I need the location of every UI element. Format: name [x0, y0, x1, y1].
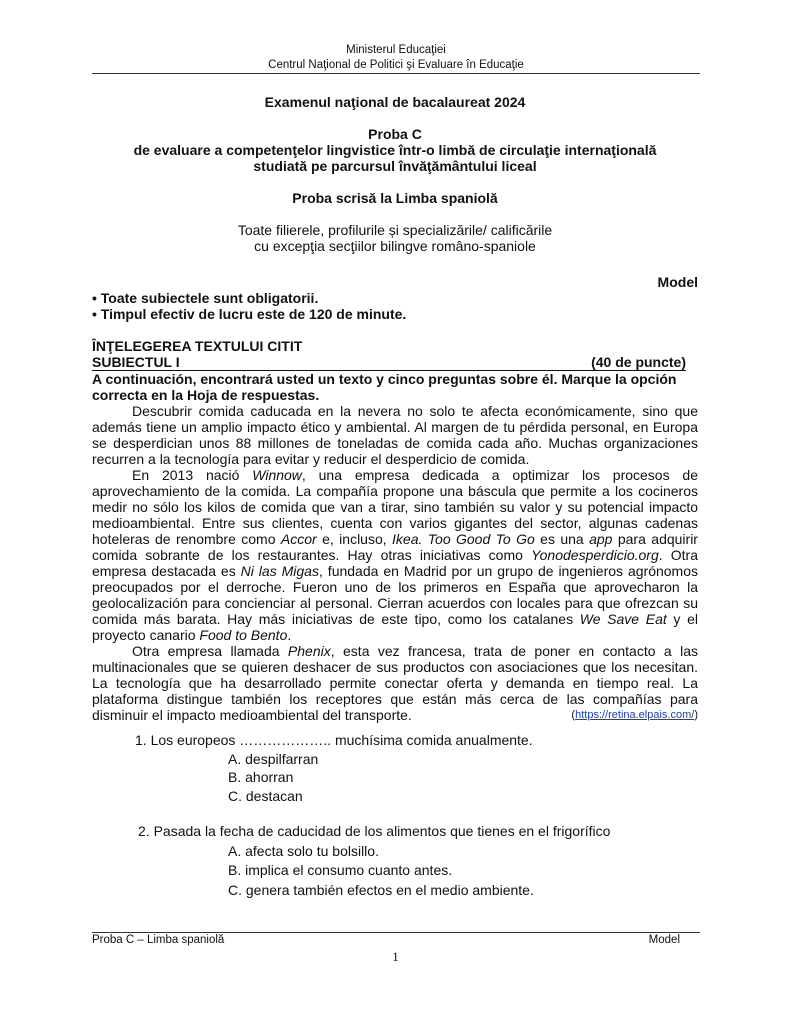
italic-text: Ikea. Too Good To Go	[392, 531, 535, 547]
text: .	[287, 627, 292, 643]
question-stem: 2. Pasada la fecha de caducidad de los alimentos que tienes en el frigorífico	[138, 823, 611, 839]
subject-label: SUBIECTUL I	[92, 354, 180, 370]
answer-option[interactable]: C. destacan	[228, 787, 303, 804]
text: . Otra empresa destacada es	[92, 547, 698, 579]
italic-text: Ni las Migas	[240, 563, 319, 579]
text: , esta vez francesa, trata de poner en contacto a las multinacionales que se quieren deshacer de sus productos con asociaciones que los necesitan. La tecnología que ha desarrollado permite conectar oferta y demanda en tiempo real. La plataforma distingue también los receptores que están más cerca de las compañías para disminuir el impacto medioambiental del transporte.	[92, 643, 698, 723]
answer-option[interactable]: C. genera también efectos en el medio ambiente.	[228, 881, 534, 898]
question	[135, 731, 695, 805]
section-heading: ÎNŢELEGEREA TEXTULUI CITIT	[92, 338, 303, 354]
answer-option[interactable]: A. despilfarran	[228, 750, 319, 767]
text: , una empresa dedicada a optimizar los procesos de aprovechamiento de la comida. La compañía propone una báscula que permite a los cocineros medir no sólo los kilos de comida que van a tirar, sino también su valor y su potencial impacto medioambiental. Entre sus clientes, cuenta con varios gigantes del sector, algunas cadenas hoteleras de renombre como	[92, 467, 699, 547]
proba-title: Proba C	[368, 126, 422, 142]
italic-text: We Save Eat	[579, 611, 667, 627]
question	[135, 822, 695, 899]
text: e, incluso,	[316, 531, 393, 547]
exam-title: Examenul naţional de bacalaureat 2024	[264, 94, 526, 110]
source-link[interactable]: https://retina.elpais.com/	[575, 709, 695, 721]
scope-line-1: Toate filierele, profilurile și specializările/ calificările	[237, 222, 553, 238]
subject-points: (40 de puncte)	[591, 354, 686, 370]
text: para adquirir comida sobrante de los restaurantes. Hay otras iniciativas como	[92, 531, 698, 563]
text: y el proyecto canario	[92, 611, 698, 643]
passage-paragraph	[92, 467, 698, 643]
subject-line	[92, 354, 686, 371]
passage-paragraph	[92, 403, 698, 467]
footer	[92, 934, 680, 946]
answer-option[interactable]: B. ahorran	[228, 769, 294, 785]
text: En 2013 nació	[132, 467, 253, 483]
subtitle-line-2: studiată pe parcursul învăţământului liceal	[253, 158, 537, 174]
text: , fundada en Madrid por un grupo de ingenieros agrónomos preocupados por el derroche. Fueron uno de los primeros en España que aprovecharon la geolocalización para concienciar al personal. Cierran acuerdos con locales para que ofrezcan su comida más barata. Hay más iniciativas de este tipo, como los catalanes	[92, 563, 699, 627]
text: Otra empresa llamada	[132, 643, 288, 659]
rule-item: • Toate subiectele sunt obligatorii.	[92, 290, 319, 306]
header-ministry: Ministerul Educaţiei	[346, 44, 446, 56]
header-center: Centrul Naţional de Politici şi Evaluare în Educaţie	[268, 59, 524, 71]
scope-line-2: cu excepţia secţiilor bilingve româno-spaniole	[254, 238, 536, 254]
text: Descubrir comida caducada en la nevera no solo te afecta económicamente, sino que además tiene un amplio impacto ético y ambiental. Al margen de tu pérdida personal, en Europa se desperdician unos 88 millones de toneladas de comida cada año. Muchas organizaciones recurren a la tecnología para evitar y reducir el desperdicio de comida.	[92, 403, 698, 467]
source-close: )	[694, 709, 698, 721]
question-stem: 1. Los europeos ……………….. muchísima comida anualmente.	[135, 732, 533, 748]
language-title: Proba scrisă la Limba spaniolă	[292, 190, 498, 206]
italic-text: Winnow	[252, 467, 302, 483]
source-open: (	[571, 709, 576, 721]
italic-text: Food to Bento	[199, 627, 288, 643]
italic-text: Yonodesperdicio.org	[531, 547, 659, 563]
page-number: 1	[392, 949, 399, 964]
subtitle-line-1: de evaluare a competenţelor lingvistice într-o limbă de circulaţie internaţională	[133, 142, 657, 158]
rule-item: • Timpul efectiv de lucru este de 120 de minute.	[92, 306, 407, 322]
italic-text: Phenix	[287, 643, 331, 659]
header-rule	[92, 73, 700, 74]
questions	[135, 731, 695, 899]
answer-option[interactable]: A. afecta solo tu bolsillo.	[228, 842, 379, 859]
italic-text: app	[589, 531, 613, 547]
answer-option[interactable]: B. implica el consumo cuanto antes.	[228, 862, 453, 878]
footer-rule	[92, 932, 700, 933]
text: es una	[534, 531, 590, 547]
footer-right: Model	[648, 934, 680, 946]
passage-paragraph	[92, 643, 698, 723]
italic-text: Accor	[280, 531, 317, 547]
reading-passage	[92, 403, 698, 723]
instruction: A continuación, encontrará usted un texto y cinco preguntas sobre él. Marque la opción correcta en la Hoja de respuestas.	[92, 371, 677, 403]
source-citation	[531, 707, 698, 723]
model-label: Model	[657, 274, 698, 290]
footer-left: Proba C – Limba spaniolă	[92, 934, 225, 946]
